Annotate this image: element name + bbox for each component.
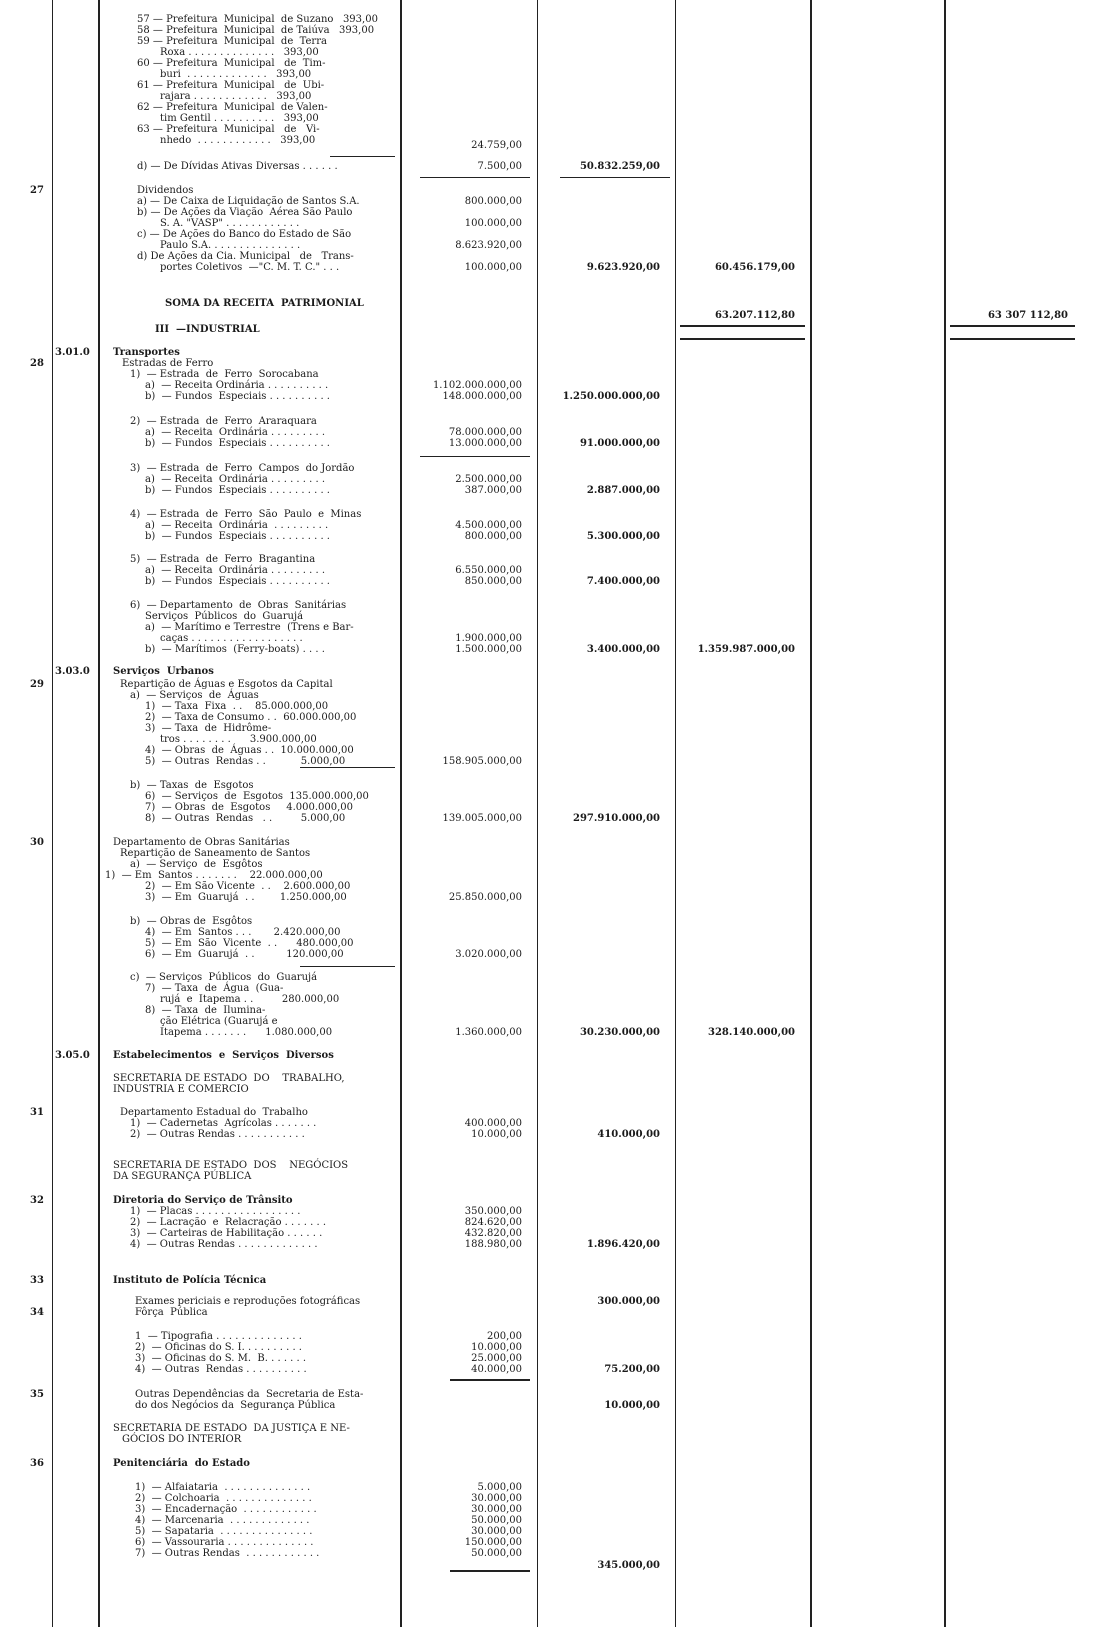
ledger-line: Paulo S.A. . . . . . . . . . . . . . . [160, 240, 301, 251]
amount-col1: 824.620,00 [464, 1217, 522, 1228]
ledger-line: a) — De Caixa de Liquidação de Santos S.A. [137, 196, 360, 207]
ledger-line: DA SEGURANÇA PÚBLICA [113, 1171, 252, 1182]
ledger-line: III —INDUSTRIAL [155, 324, 260, 335]
row-number: 36 [30, 1458, 44, 1469]
ledger-line: Exames periciais e reproduções fotográficas [135, 1296, 361, 1307]
sum-rule [450, 1379, 530, 1381]
ledger-line: 4) — Marcenaria . . . . . . . . . . . . . [135, 1515, 310, 1526]
ledger-line: 1) — Alfaiataria . . . . . . . . . . . . . . [135, 1482, 311, 1493]
sum-rule [300, 767, 395, 768]
amount-col1: 30.000,00 [471, 1526, 522, 1537]
amount-col1: 40.000,00 [471, 1364, 522, 1375]
ledger-line: 2) — Outras Rendas . . . . . . . . . . . [130, 1129, 305, 1140]
amount-col1: 4.500.000,00 [455, 520, 522, 531]
amount-col1: 432.820,00 [464, 1228, 522, 1239]
ledger-line: Roxa . . . . . . . . . . . . . . 393,00 [160, 47, 319, 58]
amount-col1: 50.000,00 [471, 1548, 522, 1559]
row-number: 32 [30, 1195, 44, 1206]
ledger-line: rujá e Itapema . . 280.000,00 [160, 994, 340, 1005]
ledger-line: 2) — Oficinas do S. I. . . . . . . . . . [135, 1342, 302, 1353]
ledger-line: b) — Fundos Especiais . . . . . . . . . . [145, 438, 330, 449]
sum-rule [300, 966, 395, 967]
amount-col2: 5.300.000,00 [586, 531, 660, 542]
ledger-line: 3) — Em Guarujá . . 1.250.000,00 [145, 892, 347, 903]
amount-col1: 24.759,00 [471, 140, 522, 151]
amount-col1: 400.000,00 [464, 1118, 522, 1129]
ledger-line: Estradas de Ferro [122, 358, 214, 369]
account-code: 3.05.0 [55, 1050, 90, 1061]
ledger-line: tros . . . . . . . . 3.900.000,00 [160, 734, 317, 745]
amount-col1: 78.000.000,00 [448, 427, 522, 438]
ledger-line: Departamento de Obras Sanitárias [113, 837, 290, 848]
ledger-line: ção Elétrica (Guarujá e [160, 1016, 278, 1027]
ledger-line: a) — Receita Ordinária . . . . . . . . . [145, 520, 329, 531]
account-code: 3.01.0 [55, 347, 90, 358]
sum-rule [680, 338, 805, 340]
amount-col1: 148.000.000,00 [442, 391, 522, 402]
ledger-line: 8) — Taxa de Ilumina- [145, 1005, 266, 1016]
ledger-line: GÓCIOS DO INTERIOR [122, 1434, 242, 1445]
column-rule [98, 0, 100, 1627]
ledger-line: 1) — Taxa Fixa . . 85.000.000,00 [145, 701, 329, 712]
row-number: 30 [30, 837, 44, 848]
ledger-line: portes Coletivos —"C. M. T. C." . . . [160, 262, 340, 273]
amount-col2: 9.623.920,00 [586, 262, 660, 273]
sum-rule [420, 177, 530, 178]
ledger-line: a) — Marítimo e Terrestre (Trens e Bar- [145, 622, 354, 633]
amount-col1: 7.500,00 [477, 161, 522, 172]
amount-col1: 387.000,00 [464, 485, 522, 496]
ledger-line: d) De Ações da Cia. Municipal de Trans- [137, 251, 354, 262]
amount-col1: 5.000,00 [477, 1482, 522, 1493]
ledger-line: 6) — Vassouraria . . . . . . . . . . . . . . [135, 1537, 314, 1548]
amount-col1: 30.000,00 [471, 1493, 522, 1504]
column-rule [944, 0, 946, 1627]
amount-col1: 1.102.000.000,00 [432, 380, 522, 391]
row-number: 31 [30, 1107, 44, 1118]
ledger-line: 2) — Taxa de Consumo . . 60.000.000,00 [145, 712, 357, 723]
ledger-line: Dividendos [137, 185, 194, 196]
ledger-line: INDUSTRIA E COMERCIO [113, 1084, 249, 1095]
ledger-line: SECRETARIA DE ESTADO DO TRABALHO, [113, 1073, 345, 1084]
ledger-line: 58 — Prefeitura Municipal de Taiúva 393,00 [137, 25, 375, 36]
ledger-line: 3) — Estrada de Ferro Campos do Jordão [130, 463, 355, 474]
sum-rule [950, 325, 1075, 327]
ledger-line: 3) — Taxa de Hidrôme- [145, 723, 272, 734]
ledger-line: Itapema . . . . . . . 1.080.000,00 [160, 1027, 333, 1038]
ledger-line: b) — Fundos Especiais . . . . . . . . . . [145, 576, 330, 587]
column-rule [400, 0, 402, 1627]
ledger-line: b) — Fundos Especiais . . . . . . . . . . [145, 531, 330, 542]
ledger-line: Serviços Públicos do Guarujá [145, 611, 304, 622]
sum-rule [330, 156, 395, 157]
ledger-line: 57 — Prefeitura Municipal de Suzano 393,00 [137, 14, 378, 25]
sum-rule [950, 338, 1075, 340]
amount-col1: 150.000,00 [464, 1537, 522, 1548]
ledger-line: 7) — Outras Rendas . . . . . . . . . . . . [135, 1548, 320, 1559]
ledger-line: nhedo . . . . . . . . . . . . 393,00 [160, 135, 316, 146]
amount-col1: 1.500.000,00 [455, 644, 522, 655]
amount-col1: 50.000,00 [471, 1515, 522, 1526]
amount-col2: 297.910.000,00 [573, 813, 660, 824]
amount-col1: 100.000,00 [464, 218, 522, 229]
ledger-line: b) — Obras de Esgôtos [130, 916, 253, 927]
column-rule [52, 0, 53, 1627]
ledger-line: Penitenciária do Estado [113, 1458, 250, 1469]
ledger-line: a) — Receita Ordinária . . . . . . . . . . [145, 380, 329, 391]
amount-col3: 63.207.112,80 [714, 310, 795, 321]
ledger-line: SECRETARIA DE ESTADO DOS NEGÓCIOS [113, 1160, 349, 1171]
ledger-line: Diretoria do Serviço de Trânsito [113, 1195, 293, 1206]
ledger-line: 7) — Obras de Esgotos 4.000.000,00 [145, 802, 354, 813]
ledger-line: 4) — Outras Rendas . . . . . . . . . . [135, 1364, 307, 1375]
amount-col2: 7.400.000,00 [586, 576, 660, 587]
ledger-line: b) — De Ações da Viação Aérea São Paulo [137, 207, 353, 218]
amount-col1: 800.000,00 [464, 196, 522, 207]
ledger-line: Transportes [113, 347, 180, 358]
amount-col1: 139.005.000,00 [442, 813, 522, 824]
row-number: 35 [30, 1389, 44, 1400]
amount-col1: 10.000,00 [471, 1342, 522, 1353]
amount-col1: 188.980,00 [464, 1239, 522, 1250]
ledger-line: Instituto de Polícia Técnica [113, 1275, 267, 1286]
ledger-line: a) — Receita Ordinária . . . . . . . . . [145, 565, 326, 576]
amount-col3: 328.140.000,00 [708, 1027, 795, 1038]
ledger-line: 5) — Em São Vicente . . 480.000,00 [145, 938, 354, 949]
column-rule [675, 0, 676, 1627]
ledger-line: b) — Fundos Especiais . . . . . . . . . . [145, 485, 330, 496]
ledger-line: Fôrça Pública [135, 1307, 208, 1318]
amount-col2: 91.000.000,00 [579, 438, 660, 449]
ledger-line: 7) — Taxa de Água (Gua- [145, 983, 284, 994]
amount-col1: 1.360.000,00 [455, 1027, 522, 1038]
ledger-line: d) — De Dívidas Ativas Diversas . . . . . . [137, 161, 338, 172]
ledger-line: c) — Serviços Públicos do Guarujá [130, 972, 318, 983]
amount-col2: 3.400.000,00 [586, 644, 660, 655]
ledger-line: 4) — Estrada de Ferro São Paulo e Minas [130, 509, 362, 520]
ledger-line: SOMA DA RECEITA PATRIMONIAL [165, 298, 364, 309]
amount-col1: 13.000.000,00 [448, 438, 522, 449]
ledger-line: 5) — Outras Rendas . . 5.000,00 [145, 756, 346, 767]
ledger-line: 1) — Estrada de Ferro Sorocabana [130, 369, 319, 380]
ledger-line: 3) — Carteiras de Habilitação . . . . . . [130, 1228, 323, 1239]
amount-col1: 2.500.000,00 [455, 474, 522, 485]
ledger-line: 59 — Prefeitura Municipal de Terra [137, 36, 327, 47]
ledger-line: b) — Marítimos (Ferry-boats) . . . . [145, 644, 325, 655]
amount-col2: 345.000,00 [597, 1560, 660, 1571]
ledger-line: 2) — Estrada de Ferro Araraquara [130, 416, 317, 427]
amount-col1: 158.905.000,00 [442, 756, 522, 767]
ledger-line: 3) — Encadernação . . . . . . . . . . . . [135, 1504, 317, 1515]
row-number: 34 [30, 1307, 44, 1318]
amount-col2: 50.832.259,00 [579, 161, 660, 172]
ledger-line: 4) — Outras Rendas . . . . . . . . . . . . . [130, 1239, 318, 1250]
ledger-line: a) — Serviço de Esgôtos [130, 859, 263, 870]
ledger-line: Serviços Urbanos [113, 666, 214, 677]
amount-col3: 1.359.987.000,00 [697, 644, 795, 655]
amount-col2: 10.000,00 [604, 1400, 660, 1411]
ledger-line: 5) — Estrada de Ferro Bragantina [130, 554, 316, 565]
amount-col1: 200,00 [487, 1331, 522, 1342]
amount-col1: 8.623.920,00 [455, 240, 522, 251]
ledger-line: 61 — Prefeitura Municipal de Ubi- [137, 80, 325, 91]
amount-col2: 30.230.000,00 [579, 1027, 660, 1038]
amount-col1: 25.850.000,00 [448, 892, 522, 903]
amount-col1: 3.020.000,00 [455, 949, 522, 960]
ledger-line: 1) — Em Santos . . . . . . . 22.000.000,00 [105, 870, 323, 881]
ledger-line: 60 — Prefeitura Municipal de Tim- [137, 58, 326, 69]
ledger-line: buri . . . . . . . . . . . . . 393,00 [160, 69, 312, 80]
ledger-line: 5) — Sapataria . . . . . . . . . . . . . . . [135, 1526, 313, 1537]
column-rule [537, 0, 538, 1627]
sum-rule [680, 325, 805, 327]
ledger-line: a) — Receita Ordinária . . . . . . . . . [145, 427, 326, 438]
ledger-line: 3) — Oficinas do S. M. B. . . . . . . [135, 1353, 307, 1364]
ledger-line: 2) — Lacração e Relacração . . . . . . . [130, 1217, 326, 1228]
ledger-line: a) — Receita Ordinária . . . . . . . . . [145, 474, 326, 485]
row-number: 29 [30, 679, 44, 690]
amount-col3: 60.456.179,00 [714, 262, 795, 273]
ledger-line: 6) — Em Guarujá . . 120.000,00 [145, 949, 344, 960]
ledger-line: 6) — Serviços de Esgotos 135.000.000,00 [145, 791, 369, 802]
ledger-line: Repartição de Águas e Esgotos da Capital [120, 679, 333, 690]
sum-rule [450, 1570, 530, 1572]
ledger-line: 6) — Departamento de Obras Sanitárias [130, 600, 347, 611]
row-number: 33 [30, 1275, 44, 1286]
amount-col1: 100.000,00 [464, 262, 522, 273]
ledger-line: 8) — Outras Rendas . . 5.000,00 [145, 813, 346, 824]
ledger-line: 63 — Prefeitura Municipal de Vi- [137, 124, 320, 135]
ledger-line: Outras Dependências da Secretaria de Esta- [135, 1389, 364, 1400]
ledger-line: 4) — Em Santos . . . 2.420.000,00 [145, 927, 341, 938]
sum-rule [560, 177, 670, 178]
ledger-line: tim Gentil . . . . . . . . . . 393,00 [160, 113, 319, 124]
ledger-line: 1) — Placas . . . . . . . . . . . . . . . . . [130, 1206, 301, 1217]
sum-rule [420, 456, 530, 457]
amount-col1: 6.550.000,00 [455, 565, 522, 576]
ledger-line: 1 — Tipografia . . . . . . . . . . . . . . [135, 1331, 302, 1342]
amount-col1: 10.000,00 [471, 1129, 522, 1140]
ledger-line: b) — Taxas de Esgotos [130, 780, 254, 791]
amount-col1: 1.900.000,00 [455, 633, 522, 644]
amount-col1: 30.000,00 [471, 1504, 522, 1515]
ledger-line: 2) — Em São Vicente . . 2.600.000,00 [145, 881, 351, 892]
ledger-line: S. A. "VASP" . . . . . . . . . . . . [160, 218, 300, 229]
amount-col4: 63 307 112,80 [987, 310, 1068, 321]
amount-col1: 350.000,00 [464, 1206, 522, 1217]
amount-col1: 800.000,00 [464, 531, 522, 542]
ledger-line: Departamento Estadual do Trabalho [120, 1107, 308, 1118]
amount-col2: 410.000,00 [597, 1129, 660, 1140]
amount-col2: 1.250.000.000,00 [562, 391, 660, 402]
account-code: 3.03.0 [55, 666, 90, 677]
amount-col1: 850.000,00 [464, 576, 522, 587]
row-number: 27 [30, 185, 44, 196]
amount-col2: 75.200,00 [604, 1364, 660, 1375]
ledger-line: rajara . . . . . . . . . . . . 393,00 [160, 91, 312, 102]
ledger-line: Repartição de Saneamento de Santos [120, 848, 311, 859]
ledger-line: Estabelecimentos e Serviços Diversos [113, 1050, 334, 1061]
ledger-line: SECRETARIA DE ESTADO DA JUSTIÇA E NE- [113, 1423, 350, 1434]
ledger-line: 2) — Colchoaria . . . . . . . . . . . . . . [135, 1493, 312, 1504]
row-number: 28 [30, 358, 44, 369]
ledger-line: caças . . . . . . . . . . . . . . . . . . [160, 633, 303, 644]
ledger-line: c) — De Ações do Banco do Estado de São [137, 229, 352, 240]
ledger-line: 62 — Prefeitura Municipal de Valen- [137, 102, 328, 113]
amount-col1: 25.000,00 [471, 1353, 522, 1364]
ledger-line: a) — Serviços de Águas [130, 690, 259, 701]
amount-col2: 1.896.420,00 [586, 1239, 660, 1250]
ledger-line: 1) — Cadernetas Agrícolas . . . . . . . [130, 1118, 317, 1129]
amount-col2: 2.887.000,00 [586, 485, 660, 496]
ledger-line: 4) — Obras de Águas . . 10.000.000,00 [145, 745, 354, 756]
ledger-line: do dos Negócios da Segurança Pública [135, 1400, 336, 1411]
column-rule [810, 0, 812, 1627]
ledger-line: b) — Fundos Especiais . . . . . . . . . . [145, 391, 330, 402]
amount-col2: 300.000,00 [597, 1296, 660, 1307]
